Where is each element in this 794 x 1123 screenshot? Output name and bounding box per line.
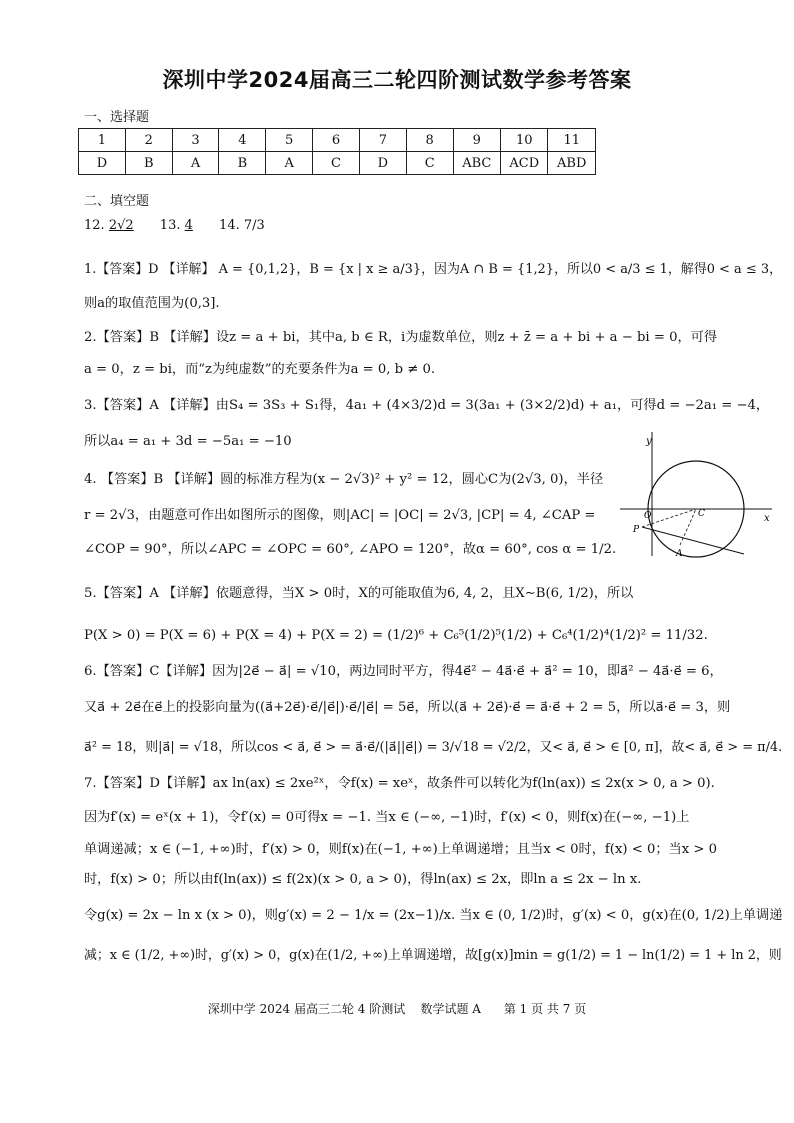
table-cell: 10 (501, 129, 548, 152)
fill-answer-14: 14. 7/3 (219, 218, 265, 233)
point-a-label: A (676, 549, 683, 559)
table-cell: 4 (219, 129, 266, 152)
table-cell: ABD (548, 152, 596, 175)
solution-line: 2.【答案】B 【详解】设z = a + bi，其中a, b ∈ R，i为虚数单位，则z + z̄ = a + bi + a − bi = 0，可得 (84, 330, 718, 345)
solution-line: 5.【答案】A 【详解】依题意得，当X > 0时，X的可能取值为6, 4, 2，且X∼B(6, 1/2)，所以 (84, 586, 634, 601)
circle-tangent-figure (620, 428, 780, 560)
table-cell: 1 (79, 129, 126, 152)
tangent-line (642, 527, 744, 554)
table-cell: D (359, 152, 406, 175)
table-cell: 6 (313, 129, 360, 152)
table-cell: A (172, 152, 219, 175)
table-cell: B (125, 152, 172, 175)
center-label: C (698, 509, 705, 519)
solution-line: 7.【答案】D【详解】ax ln(ax) ≤ 2xe²ˣ，令f(x) = xeˣ，故条件可以转化为f(ln(ax)) ≤ 2x(x > 0, a > 0). (84, 776, 715, 791)
table-cell: A (266, 152, 313, 175)
fill-answers (84, 218, 309, 233)
solution-line: 4. 【答案】B 【详解】圆的标准方程为(x − 2√3)² + y² = 12，圆心C为(2√3, 0)，半径 (84, 472, 604, 487)
table-cell: 8 (406, 129, 453, 152)
solution-line: r = 2√3，由题意可作出如图所示的图像，则|AC| = |OC| = 2√3, |CP| = 4, ∠CAP = (84, 508, 596, 523)
solution-line: a⃗² = 18，则|a⃗| = √18，所以cos < a⃗, e⃗ > = a⃗·e⃗/(|a⃗||e⃗|) = 3/√18 = √2/2，又< a⃗, e⃗ > ∈ [0, π]，故< a⃗, e⃗ > = π/4. (84, 740, 783, 755)
table-cell: 3 (172, 129, 219, 152)
solution-line: 因为f′(x) = eˣ(x + 1)，令f′(x) = 0可得x = −1. 当x ∈ (−∞, −1)时，f′(x) < 0，则f(x)在(−∞, −1)上 (84, 810, 690, 825)
table-cell: C (313, 152, 360, 175)
table-cell: 9 (453, 129, 500, 152)
solution-line: 时，f(x) > 0；所以由f(ln(ax)) ≤ f(2x)(x > 0, a > 0)，得ln(ax) ≤ 2x，即ln a ≤ 2x − ln x. (84, 872, 642, 887)
origin-label: O (644, 511, 652, 521)
solution-line: a = 0，z = bi，而“z为纯虚数”的充要条件为a = 0, b ≠ 0. (84, 362, 436, 377)
fill-answer-12: 12. 2√2 (84, 218, 134, 233)
solution-line: 6.【答案】C【详解】因为|2e⃗ − a⃗| = √10，两边同时平方，得4e⃗² − 4a⃗·e⃗ + a⃗² = 10，即a⃗² − 4a⃗·e⃗ = 6， (84, 664, 723, 679)
section-heading-choice: 一、选择题 (84, 110, 150, 125)
solution-line: 3.【答案】A 【详解】由S₄ = 3S₃ + S₁得，4a₁ + (4×3/2)d = 3(3a₁ + (3×2/2)d) + a₁，可得d = −2a₁ = −4， (84, 398, 770, 413)
fill-answer-13: 13. 4 (159, 218, 193, 233)
page-footer: 深圳中学 2024 届高三二轮 4 阶测试 数学试题 A 第 1 页 共 7 页 (207, 1002, 587, 1016)
solution-line: 单调递减；x ∈ (−1, +∞)时，f′(x) > 0，则f(x)在(−1, +∞)上单调递增；且当x < 0时，f(x) < 0；当x > 0 (84, 842, 717, 857)
section-heading-fill: 二、填空题 (84, 194, 150, 209)
solution-line: 又a⃗ + 2e⃗在e⃗上的投影向量为((a⃗+2e⃗)·e⃗/|e⃗|)·e⃗/|e⃗| = 5e⃗，所以(a⃗ + 2e⃗)·e⃗ = a⃗·e⃗ + 2 = 5，所以a⃗·e⃗ = 3，则 (84, 700, 731, 715)
solution-line: 1.【答案】D 【详解】 A = {0,1,2}，B = {x | x ≥ a/3}，因为A ∩ B = {1,2}，所以0 < a/3 ≤ 1，解得0 < a ≤ 3， (84, 262, 783, 277)
table-cell: 2 (125, 129, 172, 152)
y-label: y (646, 436, 652, 447)
table-row-answers (79, 152, 596, 175)
solution-line: P(X > 0) = P(X = 6) + P(X = 4) + P(X = 2) = (1/2)⁶ + C₆⁵(1/2)⁵(1/2) + C₆⁴(1/2)⁴(1/2)² = 11/32. (84, 628, 708, 643)
table-cell: 7 (359, 129, 406, 152)
x-label: x (764, 513, 770, 524)
solution-line: 减；x ∈ (1/2, +∞)时，g′(x) > 0，g(x)在(1/2, +∞)上单调递增，故[g(x)]min = g(1/2) = 1 − ln(1/2) = 1 + ln 2，则 (84, 948, 782, 963)
table-cell: ABC (453, 152, 500, 175)
answer-table (78, 128, 596, 175)
table-cell: C (406, 152, 453, 175)
table-cell: ACD (501, 152, 548, 175)
table-cell: D (79, 152, 126, 175)
table-cell: B (219, 152, 266, 175)
solution-line: 则a的取值范围为(0,3]. (84, 296, 220, 311)
solution-line: ∠COP = 90°，所以∠APC = ∠OPC = 60°, ∠APO = 120°，故α = 60°, cos α = 1/2. (84, 542, 617, 557)
table-row-numbers (79, 129, 596, 152)
table-cell: 5 (266, 129, 313, 152)
solution-line: 所以a₄ = a₁ + 3d = −5a₁ = −10 (84, 434, 292, 449)
page-title: 深圳中学2024届高三二轮四阶测试数学参考答案 (162, 68, 632, 92)
point-p-label: P (633, 525, 640, 535)
table-cell: 11 (548, 129, 596, 152)
solution-line: 令g(x) = 2x − ln x (x > 0)，则g′(x) = 2 − 1/x = (2x−1)/x. 当x ∈ (0, 1/2)时，g′(x) < 0，g(x)在(0, 1/2)上单调递 (84, 908, 783, 923)
